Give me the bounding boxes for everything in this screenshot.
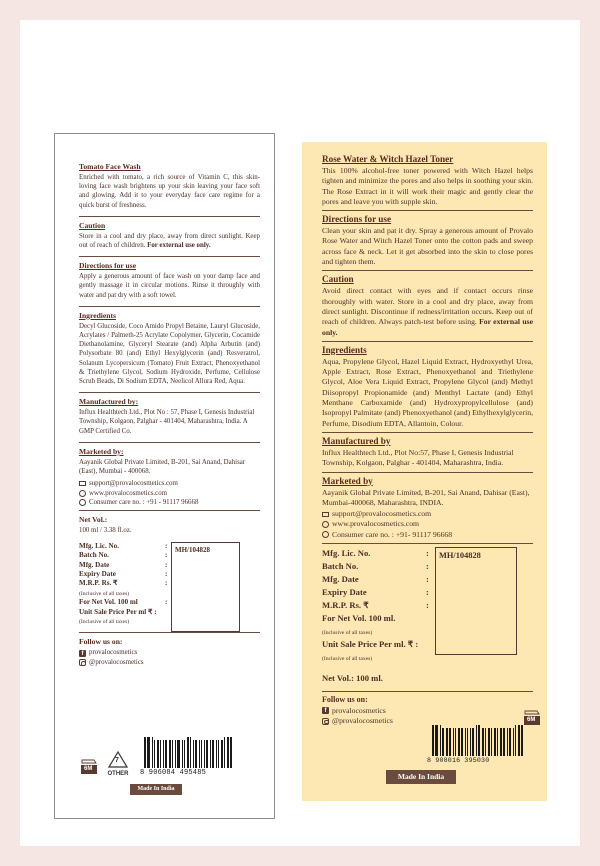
mfg-date-label: Mfg. Date xyxy=(322,573,359,584)
barcode-bar xyxy=(201,740,202,768)
website-text: www.provalocosmetics.com xyxy=(89,489,168,497)
mfg-lic-label: Mfg. Lic. No. xyxy=(79,541,119,550)
net-vol: Net Vol.: 100 ml. xyxy=(322,672,383,683)
divider xyxy=(322,210,533,211)
email-text: support@provalocosmetics.com xyxy=(89,480,178,488)
facebook-icon: f xyxy=(322,707,329,714)
divider xyxy=(79,306,260,307)
barcode-bar xyxy=(175,740,176,768)
barcode-bar xyxy=(442,728,444,756)
barcode-bar xyxy=(432,725,434,756)
batch-label: Batch No. xyxy=(79,551,109,560)
toner-panel xyxy=(302,142,547,801)
barcode-bar xyxy=(494,728,496,756)
divider xyxy=(79,216,260,217)
barcode-bar xyxy=(163,740,164,768)
email-text: support@provalocosmetics.com xyxy=(332,509,432,519)
barcode-bar xyxy=(206,740,208,768)
face-wash-title: Tomato Face Wash xyxy=(79,162,141,171)
email-icon xyxy=(79,481,86,486)
instagram-handle: @provalocosmetics xyxy=(332,715,393,725)
phone-icon xyxy=(79,499,86,506)
barcode-bar xyxy=(521,725,523,756)
barcode-bar xyxy=(467,728,468,756)
barcode-bar xyxy=(478,725,480,756)
mfg-lic-value: MH/104828 xyxy=(175,545,210,554)
net-vol-price-label: For Net Vol. 100 ml. (Inclusive of all taxes) xyxy=(322,612,396,636)
barcode-bar xyxy=(187,737,189,768)
mfg-lic-label: Mfg. Lic. No. xyxy=(322,547,371,558)
barcode-bar xyxy=(446,728,448,756)
phone-icon xyxy=(322,531,329,538)
barcode-bar xyxy=(497,728,498,756)
mfg-date-label: Mfg. Date xyxy=(79,560,110,569)
ingredients-text: Aqua, Propylene Glycol, Hazel Liquid Extract, Hydroxyethyl Urea, Apple Extract, Rose Extract, Phenoxyethanol and Triethylene Glycol, Aloe Vera Liquid Extract, Propylene Glycol (and) Methyl Diisopropyl Propionamide (and) Menthyl Lactate (and) Ethyl Menthane Carboxamide (and) Hydroxypropylcellulose (and) Isopropyl Palmitate (and) Phenoxyethanol (and) Ethylhexylglycerin, Perfume, Disodium EDTA, Allantoin, Colour. xyxy=(322,356,533,428)
batch-label: Batch No. xyxy=(322,560,359,571)
barcode-bar xyxy=(435,725,438,756)
divider xyxy=(79,256,260,257)
recycle-number: 7 xyxy=(115,757,119,764)
toner-description: This 100% alcohol-free toner powered with Witch Hazel helps tighten and minimize the pores and also helps in soothing your skin. The Rose Extract in it will work their magic and gently clear the pores and leave you with supple skin. xyxy=(322,166,533,206)
expiry-label: Expiry Date xyxy=(322,586,367,597)
divider xyxy=(322,270,533,271)
website-row xyxy=(322,519,533,529)
manufactured-text: Influx Healthtech Ltd., Plot No : 57, Phase I, Genesis Industrial Township, Kolgaon, Palghar - 401404, Maharashtra, India. A GMP Certified Co. xyxy=(79,409,255,435)
barcode-digits: 8 908016 395030 xyxy=(427,757,490,764)
barcode-bar xyxy=(195,740,197,768)
caution-body: Store in a cool and dry place, away from direct sunlight. Keep out of reach of children. xyxy=(79,232,260,250)
unit-price-label: Unit Sale Price Per ml ₹ : (Inclusive of all taxes) xyxy=(79,607,157,625)
barcode-bar xyxy=(491,728,492,756)
caution-body: Avoid direct contact with eyes and if contact occurs rinse thoroughly with water. Store in a cool and dry place, away from direct sunlight. Discontinue if redness/irritation occurs. Keep out of reach of children. Always patch-test before using. xyxy=(322,286,533,327)
face-wash-panel xyxy=(54,133,275,819)
barcode xyxy=(144,740,234,768)
directions-title: Directions for use xyxy=(79,261,137,271)
license-value-box xyxy=(435,547,517,655)
caution-external-use: For external use only. xyxy=(147,242,211,250)
barcode-bar xyxy=(482,728,484,756)
barcode-bar xyxy=(500,728,502,756)
license-value-box xyxy=(171,542,240,632)
divider xyxy=(322,432,533,433)
recycle-label: OTHER xyxy=(107,771,129,777)
pao-jar-icon xyxy=(522,709,542,726)
barcode xyxy=(432,728,525,756)
divider xyxy=(322,341,533,342)
instagram-handle: @provalocosmetics xyxy=(89,658,144,666)
barcode-bar xyxy=(476,725,477,756)
barcode-bar xyxy=(509,728,511,756)
barcode-bar xyxy=(518,725,520,756)
directions-text: Clean your skin and pat it dry. Spray a generous amount of Provalo Rose Water and Witch Hazel Toner onto the cotton pads and sweep across face & neck. Let it get absorbed into the skin to close pores and tighten them. xyxy=(322,226,533,267)
recycle-icon xyxy=(105,751,131,777)
facebook-handle: provalocosmetics xyxy=(332,705,386,715)
barcode-bar xyxy=(184,740,185,768)
ingredients-title: Ingredients xyxy=(322,344,367,355)
barcode-bar xyxy=(455,728,456,756)
barcode-bar xyxy=(449,728,451,756)
directions-text: Apply a generous amount of face wash on your damp face and gently massage it in circular motions. Rinse it throughly with water and pat dry with a soft towel. xyxy=(79,273,260,299)
barcode-bar xyxy=(218,740,219,768)
barcode-bar xyxy=(503,728,505,756)
mfg-lic-value: MH/104828 xyxy=(439,550,481,560)
barcode-bar xyxy=(458,728,460,756)
follow-title: Follow us on: xyxy=(79,637,123,647)
barcode-bar xyxy=(172,740,173,768)
barcode-bar xyxy=(177,740,180,768)
barcode-bar xyxy=(227,737,229,768)
barcode-bar xyxy=(204,740,205,768)
caution-title: Caution xyxy=(322,274,354,285)
made-in-india-badge: Made In India xyxy=(386,770,456,784)
mrp-label: M.R.P. Rs. ₹ xyxy=(322,599,369,610)
expiry-label: Expiry Date xyxy=(79,569,116,578)
divider xyxy=(79,392,260,393)
marketed-text: Aayanik Global Private Limited, B-201, Sai Anand, Dahisar (East), Mumbai-400068, Maharashtra, INDIA. xyxy=(322,487,530,507)
barcode-bar xyxy=(221,740,223,768)
globe-icon xyxy=(322,521,329,528)
barcode-bar xyxy=(210,740,211,768)
barcode-bar xyxy=(199,740,200,768)
website-row xyxy=(79,489,260,498)
barcode-bar xyxy=(472,728,474,756)
divider xyxy=(79,632,260,633)
barcode-bar xyxy=(165,740,167,768)
consumer-care-text: Consumer care no. : +91 - 91117 96668 xyxy=(89,499,199,507)
website-text: www.provalocosmetics.com xyxy=(332,519,420,529)
barcode-bar xyxy=(169,740,171,768)
instagram-icon xyxy=(79,659,86,666)
divider xyxy=(79,510,260,511)
barcode-bar xyxy=(160,740,161,768)
manufactured-text: Influx Healthtech Ltd., Plot No:57, Phase I, Genesis Industrial Township, Kolgaon, Palghar - 401404, Maharashtra, India. xyxy=(322,447,514,468)
net-vol-price-label: For Net Vol. 100 ml xyxy=(79,598,138,607)
barcode-bar xyxy=(461,728,463,756)
email-icon xyxy=(322,512,329,517)
barcode-bar xyxy=(470,728,471,756)
marketed-title: Marketed by xyxy=(322,475,373,486)
consumer-care-text: Consumer care no. : +91- 91117 96668 xyxy=(332,529,453,539)
unit-price-label: Unit Sale Price Per ml. ₹ : (Inclusive of all taxes) xyxy=(322,638,419,662)
directions-title: Directions for use xyxy=(322,214,392,225)
caution-external-use: For external use only. xyxy=(322,317,534,337)
phone-row xyxy=(79,498,260,507)
email-row xyxy=(322,509,533,519)
caution-title: Caution xyxy=(79,220,106,230)
divider xyxy=(322,691,533,692)
license-block: Mfg. Lic. No. : Batch No. : Mfg. Date : Expiry Date : M.R.P. Rs. ₹ : For Net Vol. 100 ml. (Inclusive of all taxes) Unit Sale Price Per ml. ₹ : (Inclusive of all taxes) MH/104828 xyxy=(322,547,533,664)
barcode-bar xyxy=(144,737,146,768)
ingredients-title: Ingredients xyxy=(79,310,116,320)
pao-value: 6M xyxy=(84,766,93,772)
barcode-bar xyxy=(147,737,150,768)
barcode-bar xyxy=(440,725,441,756)
barcode-digits: 8 906084 495485 xyxy=(140,769,207,777)
barcode-bar xyxy=(230,737,232,768)
divider xyxy=(322,472,533,473)
barcode-bar xyxy=(182,740,183,768)
marketed-title: Marketed by: xyxy=(79,446,124,456)
barcode-bar xyxy=(154,740,155,768)
barcode-bar xyxy=(507,728,508,756)
toner-title: Rose Water & Witch Hazel Toner xyxy=(322,154,454,164)
caution-text xyxy=(322,286,533,337)
net-vol-label: Net Vol.: xyxy=(79,515,108,525)
face-wash-description: Enriched with tomato, a rich source of Vitamin C, this skin-loving face wash brightens up your skin leaving your face soft and glowing. Add it to your everyday face care regime for a quick burst of freshness. xyxy=(79,174,260,209)
globe-icon xyxy=(79,490,86,497)
barcode-bar xyxy=(488,728,490,756)
email-row xyxy=(79,479,260,488)
barcode-bar xyxy=(212,740,214,768)
net-vol-value: 100 ml / 3.38 fl.oz. xyxy=(79,527,132,535)
facebook-handle: provalocosmetics xyxy=(89,649,138,657)
instagram-icon xyxy=(322,718,329,725)
caution-text xyxy=(79,232,260,250)
made-in-india-badge: Made In India xyxy=(130,784,182,795)
barcode-bar xyxy=(152,737,153,768)
manufactured-title: Manufactured by: xyxy=(79,397,139,407)
pao-jar-icon xyxy=(79,758,99,775)
license-block: Mfg. Lic. No. : Batch No. : Mfg. Date : Expiry Date : M.R.P. Rs. ₹ (Inclusive of all taxes) : For Net Vol. 100 ml : Unit Sale Price Per ml ₹ : (Inclusive of all taxes) MH/104828 xyxy=(79,542,260,627)
barcode-bar xyxy=(193,740,194,768)
pao-value: 6M xyxy=(527,717,536,723)
facebook-row xyxy=(79,648,260,657)
barcode-bar xyxy=(513,728,514,756)
barcode-bar xyxy=(485,728,486,756)
barcode-bar xyxy=(453,728,454,756)
instagram-row xyxy=(322,715,536,726)
facebook-icon: f xyxy=(79,650,86,657)
barcode-bar xyxy=(190,737,191,768)
follow-title: Follow us on: xyxy=(322,694,368,704)
divider xyxy=(79,442,260,443)
barcode-bar xyxy=(465,728,466,756)
barcode-bar xyxy=(224,737,225,768)
ingredients-text: Decyl Glucoside, Coco Amido Propyl Betaine, Lauryl Glucoside, Acrylates / Palmeth-25 Acrylate Copolymer, Glycerin, Cocamide Diethanolamine, Glyceryl Stearate (and) Alpha Arbutin (and) Polysorbate 80 (and) Ethyl Hexylglycerin (and) Resveratrol, Solanum Lycopersicum (Tomato) Fruit Extract, Phenoxyethanol & Triethylene Glycol, Sodium Hydroxide, Perfume, Cellulose Scrub Beads, Di Sodium EDTA, Neelicol Allura Red, Aqua. xyxy=(79,322,260,386)
mrp-label: M.R.P. Rs. ₹ (Inclusive of all taxes) xyxy=(79,579,130,597)
barcode-bar xyxy=(157,740,159,768)
barcode-bar xyxy=(515,725,516,756)
facebook-row xyxy=(322,706,533,716)
instagram-row xyxy=(79,658,260,667)
divider xyxy=(322,543,533,544)
manufactured-title: Manufactured by xyxy=(322,435,391,446)
marketed-text: Aayanik Global Private Limited, B-201, Sai Anand, Dahisar (East), Mumbai - 400068. xyxy=(79,458,246,476)
barcode-bar xyxy=(216,740,217,768)
phone-row xyxy=(322,530,533,540)
